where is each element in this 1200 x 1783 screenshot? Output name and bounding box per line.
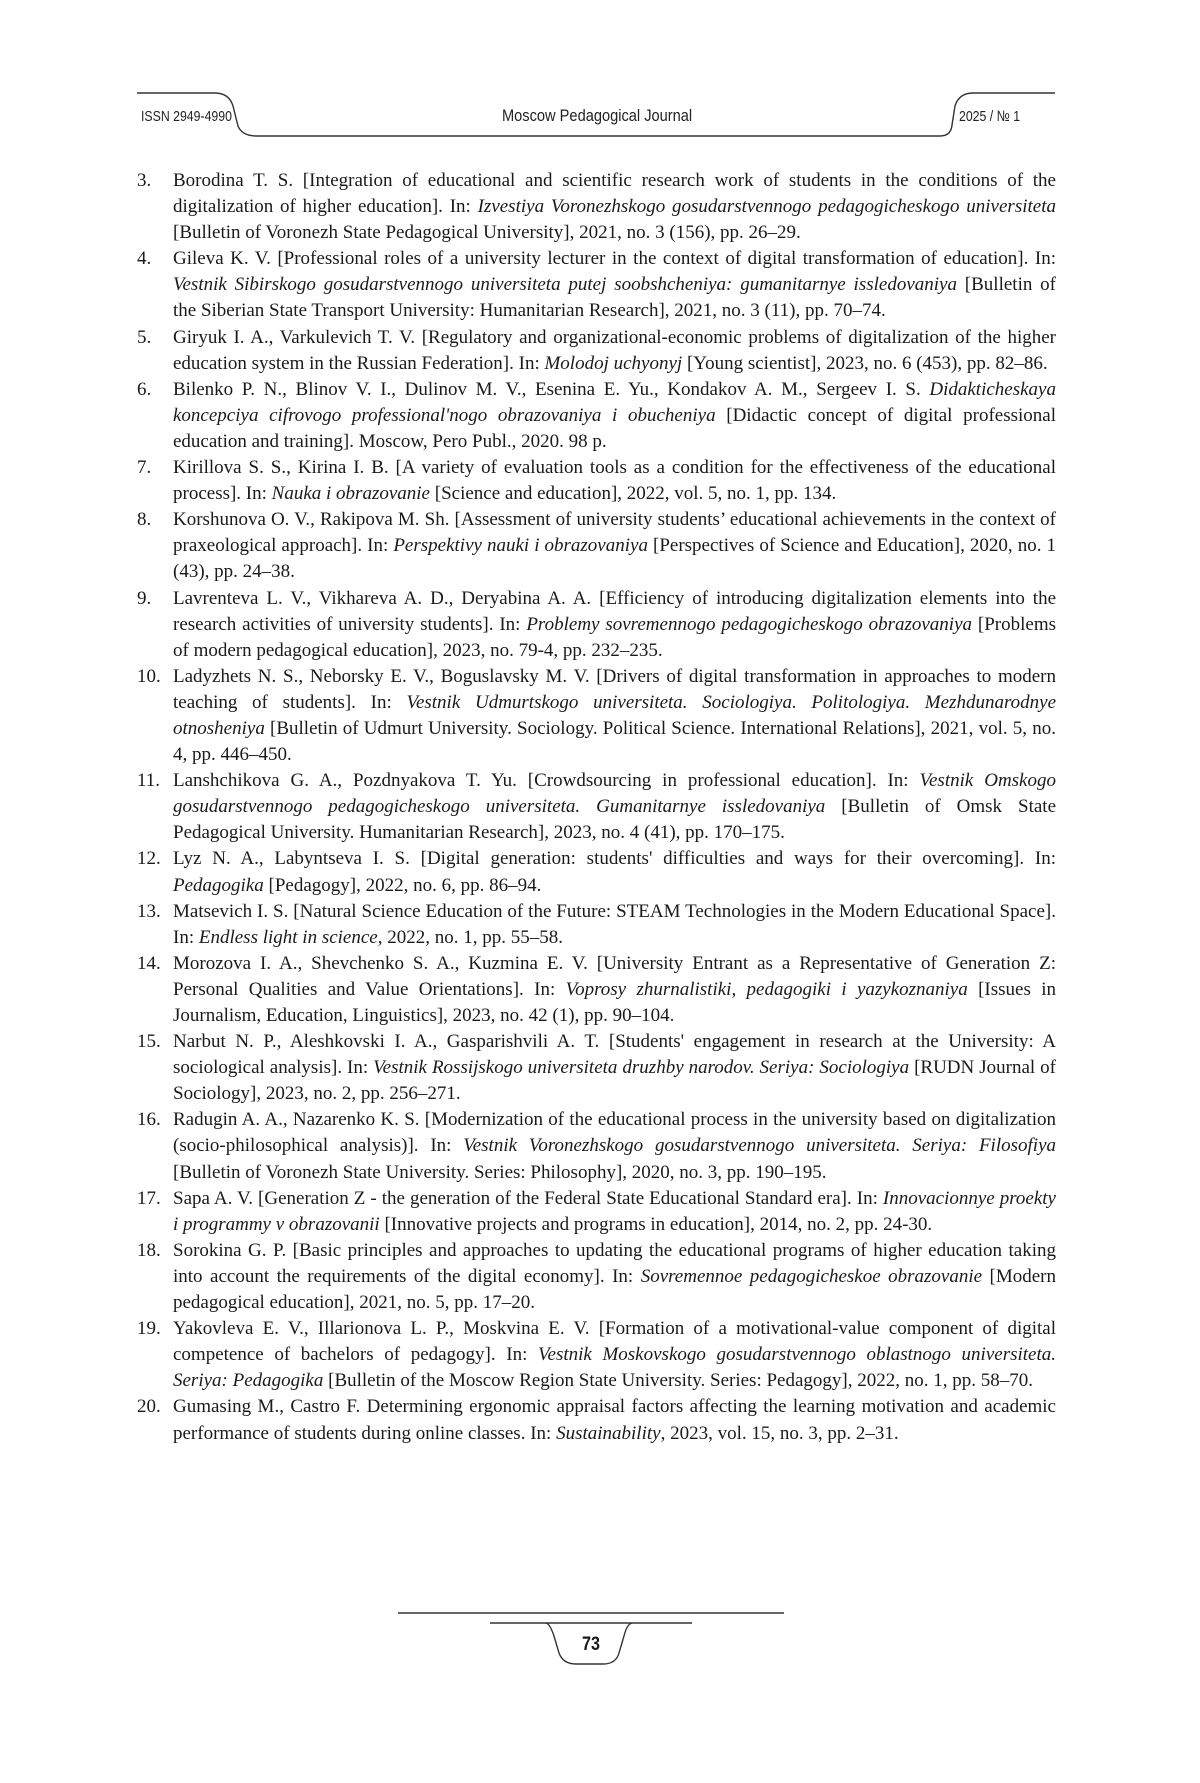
reference-details: [Didactic concept of digital professional education and training]. Moscow, Pero Publ., 2020. 98 p. (173, 405, 1056, 452)
reference-text: Gumasing M., Castro F. Determining ergonomic appraisal factors affecting the learning motivation and academic performance of students during online classes. In: (173, 1396, 1056, 1443)
reference-source-title: Molodoj uchyonyj (544, 353, 682, 374)
reference-source-title: Didakticheskaya koncepciya cifrovogo professional'nogo obrazovaniya i obucheniya (173, 379, 1056, 426)
reference-item-14 (137, 951, 1056, 1029)
reference-source-title: Endless light in science (199, 927, 378, 948)
reference-details: [Bulletin of the Siberian State Transport University: Humanitarian Research], 2021, no. 3 (11), pp. 70–74. (173, 274, 1056, 321)
reference-details: , 2022, no. 1, pp. 55–58. (378, 927, 563, 948)
reference-number: 18. (137, 1238, 161, 1264)
reference-item-19 (137, 1316, 1056, 1394)
reference-details: [Issues in Journalism, Education, Linguistics], 2023, no. 42 (1), pp. 90–104. (173, 979, 1056, 1026)
issn-label: ISSN 2949-4990 (141, 108, 232, 125)
reference-item-18 (137, 1238, 1056, 1316)
reference-number: 4. (137, 246, 151, 272)
reference-item-13 (137, 899, 1056, 951)
reference-text: Kirillova S. S., Kirina I. B. [A variety of evaluation tools as a condition for the effectiveness of the educational process]. In: (173, 457, 1056, 504)
journal-page (0, 0, 1200, 1783)
reference-number: 5. (137, 325, 151, 351)
reference-source-title: Vestnik Omskogo gosudarstvennogo pedagogicheskogo universiteta. Gumanitarnye issledovaniya (173, 770, 1056, 817)
reference-number: 7. (137, 455, 151, 481)
reference-details: [Bulletin of Omsk State Pedagogical University. Humanitarian Research], 2023, no. 4 (41), pp. 170–175. (173, 796, 1056, 843)
reference-details: [Problems of modern pedagogical education], 2023, no. 79-4, pp. 232–235. (173, 614, 1056, 661)
page-footer (398, 1612, 784, 1672)
reference-number: 6. (137, 377, 151, 403)
reference-text: Gileva K. V. [Professional roles of a university lecturer in the context of digital transformation of education]. In: (173, 248, 1056, 269)
reference-item-8 (137, 507, 1056, 585)
reference-source-title: Voprosy zhurnalistiki, pedagogiki i yazykoznaniya (566, 979, 968, 1000)
reference-source-title: Problemy sovremennogo pedagogicheskogo obrazovaniya (526, 614, 972, 635)
reference-item-17 (137, 1186, 1056, 1238)
reference-number: 8. (137, 507, 151, 533)
reference-number: 17. (137, 1186, 161, 1212)
reference-item-4 (137, 246, 1056, 324)
reference-item-5 (137, 325, 1056, 377)
reference-item-20 (137, 1394, 1056, 1446)
reference-text: Radugin A. A., Nazarenko K. S. [Modernization of the educational process in the university based on digitalization (socio-philosophical analysis)]. In: (173, 1109, 1056, 1156)
reference-text: Sorokina G. P. [Basic principles and approaches to updating the educational programs of higher education taking into account the requirements of the digital economy]. In: (173, 1240, 1056, 1287)
reference-number: 3. (137, 168, 151, 194)
journal-title: Moscow Pedagogical Journal (502, 106, 692, 126)
reference-source-title: Nauka i obrazovanie (272, 483, 430, 504)
reference-item-16 (137, 1107, 1056, 1185)
reference-details: [Bulletin of Voronezh State Pedagogical University], 2021, no. 3 (156), pp. 26–29. (173, 222, 801, 243)
reference-source-title: Vestnik Rossijskogo universiteta druzhby narodov. Seriya: Sociologiya (373, 1057, 909, 1078)
reference-text: Ladyzhets N. S., Neborsky E. V., Boguslavsky M. V. [Drivers of digital transformation in approaches to modern teaching of students]. In: (173, 666, 1056, 713)
reference-item-6 (137, 377, 1056, 455)
reference-details: [Bulletin of the Moscow Region State University. Series: Pedagogy], 2022, no. 1, pp. 58–70. (323, 1370, 1033, 1391)
reference-source-title: Izvestiya Voronezhskogo gosudarstvennogo pedagogicheskogo universiteta (478, 196, 1056, 217)
running-header (137, 92, 1055, 138)
reference-source-title: Perspektivy nauki i obrazovaniya (393, 535, 648, 556)
reference-text: Sapa A. V. [Generation Z - the generation of the Federal State Educational Standard era]. In: (173, 1188, 883, 1209)
reference-details: [Bulletin of Udmurt University. Sociology. Political Science. International Relations], 2021, vol. 5, no. 4, pp. 446–450. (173, 718, 1056, 765)
reference-item-9 (137, 586, 1056, 664)
reference-number: 16. (137, 1107, 161, 1133)
reference-item-7 (137, 455, 1056, 507)
reference-list (137, 168, 1056, 1447)
reference-source-title: Vestnik Moskovskogo gosudarstvennogo oblastnogo universiteta. Seriya: Pedagogika (173, 1344, 1056, 1391)
reference-number: 9. (137, 586, 151, 612)
reference-text: Yakovleva E. V., Illarionova L. P., Moskvina E. V. [Formation of a motivational-value component of digital competence of bachelors of pedagogy]. In: (173, 1318, 1056, 1365)
reference-text: Morozova I. A., Shevchenko S. A., Kuzmina E. V. [University Entrant as a Representative of Generation Z: Personal Qualities and Value Orientations]. In: (173, 953, 1056, 1000)
reference-text: Bilenko P. N., Blinov V. I., Dulinov M. V., Esenina E. Yu., Kondakov A. M., Sergeev I. S. (173, 379, 929, 400)
reference-text: Matsevich I. S. [Natural Science Education of the Future: STEAM Technologies in the Modern Educational Space]. In: (173, 901, 1056, 948)
reference-details: [Perspectives of Science and Education], 2020, no. 1 (43), pp. 24–38. (173, 535, 1056, 582)
reference-number: 15. (137, 1029, 161, 1055)
reference-text: Lavrenteva L. V., Vikhareva A. D., Deryabina A. A. [Efficiency of introducing digitalization elements into the research activities of university students]. In: (173, 588, 1056, 635)
reference-number: 10. (137, 664, 161, 690)
reference-item-11 (137, 768, 1056, 846)
reference-source-title: Vestnik Udmurtskogo universiteta. Sociologiya. Politologiya. Mezhdunarodnye otnosheniya (173, 692, 1056, 739)
reference-item-3 (137, 168, 1056, 246)
reference-source-title: Vestnik Sibirskogo gosudarstvennogo universiteta putej soobshcheniya: gumanitarnye issledovaniya (173, 274, 957, 295)
reference-source-title: Innovacionnye proekty i programmy v obrazovanii (173, 1188, 1056, 1235)
reference-text: Lyz N. A., Labyntseva I. S. [Digital generation: students' difficulties and ways for their overcoming]. In: (173, 848, 1056, 869)
reference-text: Narbut N. P., Aleshkovski I. A., Gasparishvili A. T. [Students' engagement in research at the University: A sociological analysis]. In: (173, 1031, 1056, 1078)
page-number: 73 (571, 1634, 610, 1656)
reference-text: Borodina T. S. [Integration of educational and scientific research work of students in the conditions of the digitalization of higher education]. In: (173, 170, 1056, 217)
reference-details: [Bulletin of Voronezh State University. Series: Philosophy], 2020, no. 3, pp. 190–195. (173, 1162, 827, 1183)
reference-item-15 (137, 1029, 1056, 1107)
reference-details: [Young scientist], 2023, no. 6 (453), pp. 82–86. (682, 353, 1047, 374)
reference-number: 14. (137, 951, 161, 977)
reference-text: Lanshchikova G. A., Pozdnyakova T. Yu. [Crowdsourcing in professional education]. In: (173, 770, 920, 791)
reference-source-title: Vestnik Voronezhskogo gosudarstvennogo universiteta. Seriya: Filosofiya (463, 1135, 1056, 1156)
reference-item-12 (137, 846, 1056, 898)
reference-item-10 (137, 664, 1056, 768)
reference-details: [Science and education], 2022, vol. 5, no. 1, pp. 134. (430, 483, 836, 504)
issue-label: 2025 / № 1 (959, 108, 1020, 125)
reference-details: [Modern pedagogical education], 2021, no. 5, pp. 17–20. (173, 1266, 1056, 1313)
reference-number: 11. (137, 768, 160, 794)
reference-details: [Pedagogy], 2022, no. 6, pp. 86–94. (264, 875, 542, 896)
reference-number: 13. (137, 899, 161, 925)
reference-source-title: Sovremennoe pedagogicheskoe obrazovanie (641, 1266, 982, 1287)
reference-text: Giryuk I. A., Varkulevich T. V. [Regulatory and organizational-economic problems of digitalization of the higher education system in the Russian Federation]. In: (173, 327, 1056, 374)
reference-details: , 2023, vol. 15, no. 3, pp. 2–31. (661, 1423, 899, 1444)
reference-text: Korshunova O. V., Rakipova M. Sh. [Assessment of university students’ educational achievements in the context of praxeological approach]. In: (173, 509, 1056, 556)
reference-number: 12. (137, 846, 161, 872)
reference-source-title: Sustainability (556, 1423, 661, 1444)
reference-details: [Innovative projects and programs in education], 2014, no. 2, pp. 24-30. (380, 1214, 932, 1235)
reference-details: [RUDN Journal of Sociology], 2023, no. 2, pp. 256–271. (173, 1057, 1056, 1104)
reference-number: 20. (137, 1394, 161, 1420)
reference-source-title: Pedagogika (173, 875, 264, 896)
reference-number: 19. (137, 1316, 161, 1342)
